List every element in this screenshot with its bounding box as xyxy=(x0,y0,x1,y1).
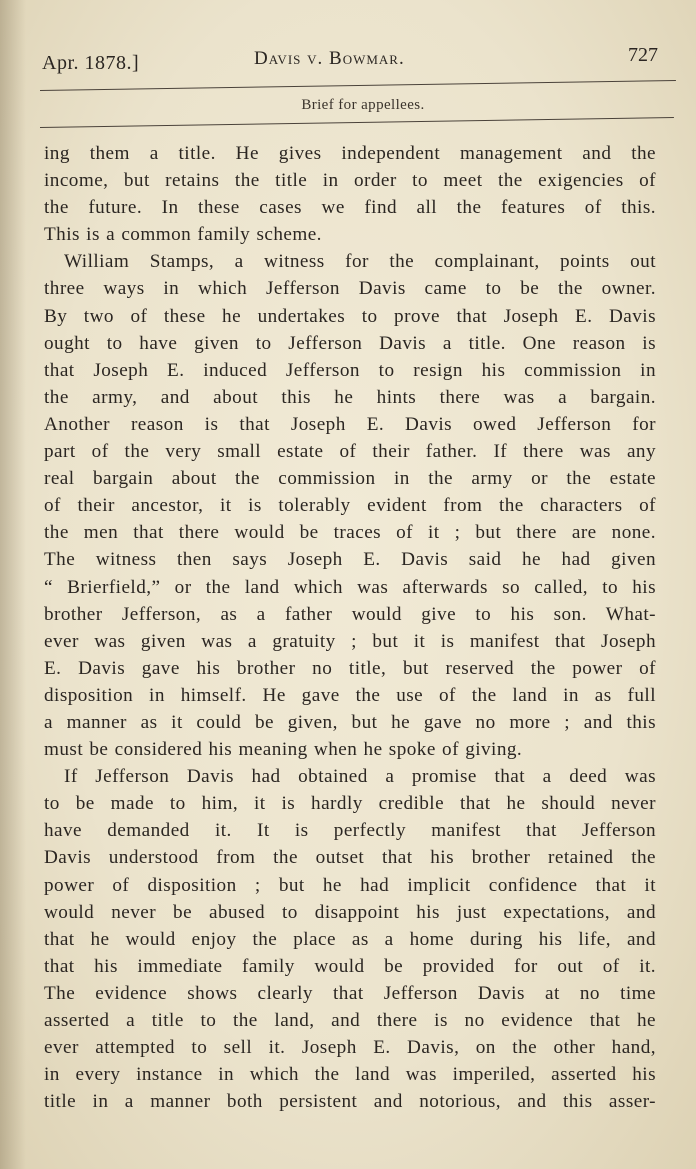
text-line: ought to have given to Jefferson Davis a title. One reason is xyxy=(44,332,656,354)
binding-shadow xyxy=(0,0,26,1169)
section-subheader: Brief for appellees. xyxy=(301,97,425,113)
text-line: must be considered his meaning when he spoke of giving. xyxy=(44,739,523,761)
text-line: The evidence shows clearly that Jefferson Davis at no time xyxy=(44,982,656,1004)
header-rule-top xyxy=(40,80,676,91)
text-line: The witness then says Joseph E. Davis said he had given xyxy=(44,549,656,571)
text-line: part of the very small estate of their father. If there was any xyxy=(44,441,656,463)
text-line: that his immediate family would be provided for out of it. xyxy=(44,955,656,977)
text-line: ever attempted to sell it. Joseph E. Davis, on the other hand, xyxy=(44,1037,656,1059)
text-line: that Joseph E. induced Jefferson to resign his commission in xyxy=(44,359,656,381)
text-line: William Stamps, a witness for the complainant, points out xyxy=(64,251,656,273)
text-line: to be made to him, it is hardly credible that he should never xyxy=(44,793,656,815)
text-line: Davis understood from the outset that his brother retained the xyxy=(44,847,656,869)
text-line: E. Davis gave his brother no title, but reserved the power of xyxy=(44,657,656,679)
text-line: title in a manner both persistent and notorious, and this asser- xyxy=(44,1091,656,1113)
header-rule-bottom xyxy=(40,117,674,128)
text-line: would never be abused to disappoint his just expectations, and xyxy=(44,901,656,923)
text-line: “ Brierfield,” or the land which was afterwards so called, to his xyxy=(44,576,656,598)
text-line: the men that there would be traces of it ; but there are none. xyxy=(44,522,656,544)
text-line: Another reason is that Joseph E. Davis owed Jefferson for xyxy=(44,413,656,435)
text-line: have demanded it. It is perfectly manifest that Jefferson xyxy=(44,820,656,842)
header-date: Apr. 1878.] xyxy=(42,52,140,74)
text-line: This is a common family scheme. xyxy=(44,224,322,246)
body-text xyxy=(44,140,656,1115)
text-line: brother Jefferson, as a father would give to his son. What- xyxy=(44,603,656,625)
text-line: By two of these he undertakes to prove that Joseph E. Davis xyxy=(44,305,656,327)
text-line: ever was given was a gratuity ; but it is manifest that Joseph xyxy=(44,630,656,652)
header-case-title: Davis v. Bowmar. xyxy=(254,48,405,69)
text-line: If Jefferson Davis had obtained a promise that a deed was xyxy=(64,766,656,788)
text-line: that he would enjoy the place as a home during his life, and xyxy=(44,928,656,950)
text-line: power of disposition ; but he had implicit confidence that it xyxy=(44,874,656,896)
text-line: a manner as it could be given, but he gave no more ; and this xyxy=(44,711,656,733)
text-line: income, but retains the title in order to meet the exigencies of xyxy=(44,170,656,192)
text-line: ing them a title. He gives independent management and the xyxy=(44,143,656,164)
text-line: three ways in which Jefferson Davis came to be the owner. xyxy=(44,278,656,300)
text-line: in every instance in which the land was imperiled, asserted his xyxy=(44,1064,656,1086)
text-line: asserted a title to the land, and there is no evidence that he xyxy=(44,1010,656,1031)
running-head xyxy=(40,44,658,80)
text-line: disposition in himself. He gave the use of the land in as full xyxy=(44,684,656,706)
text-line: real bargain about the commission in the army or the estate xyxy=(44,468,656,490)
page-number: 727 xyxy=(628,44,658,66)
text-line: the future. In these cases we find all the features of this. xyxy=(44,197,656,219)
text-line: the army, and about this he hints there was a bargain. xyxy=(44,386,656,408)
text-line: of their ancestor, it is tolerably evident from the characters of xyxy=(44,495,656,517)
